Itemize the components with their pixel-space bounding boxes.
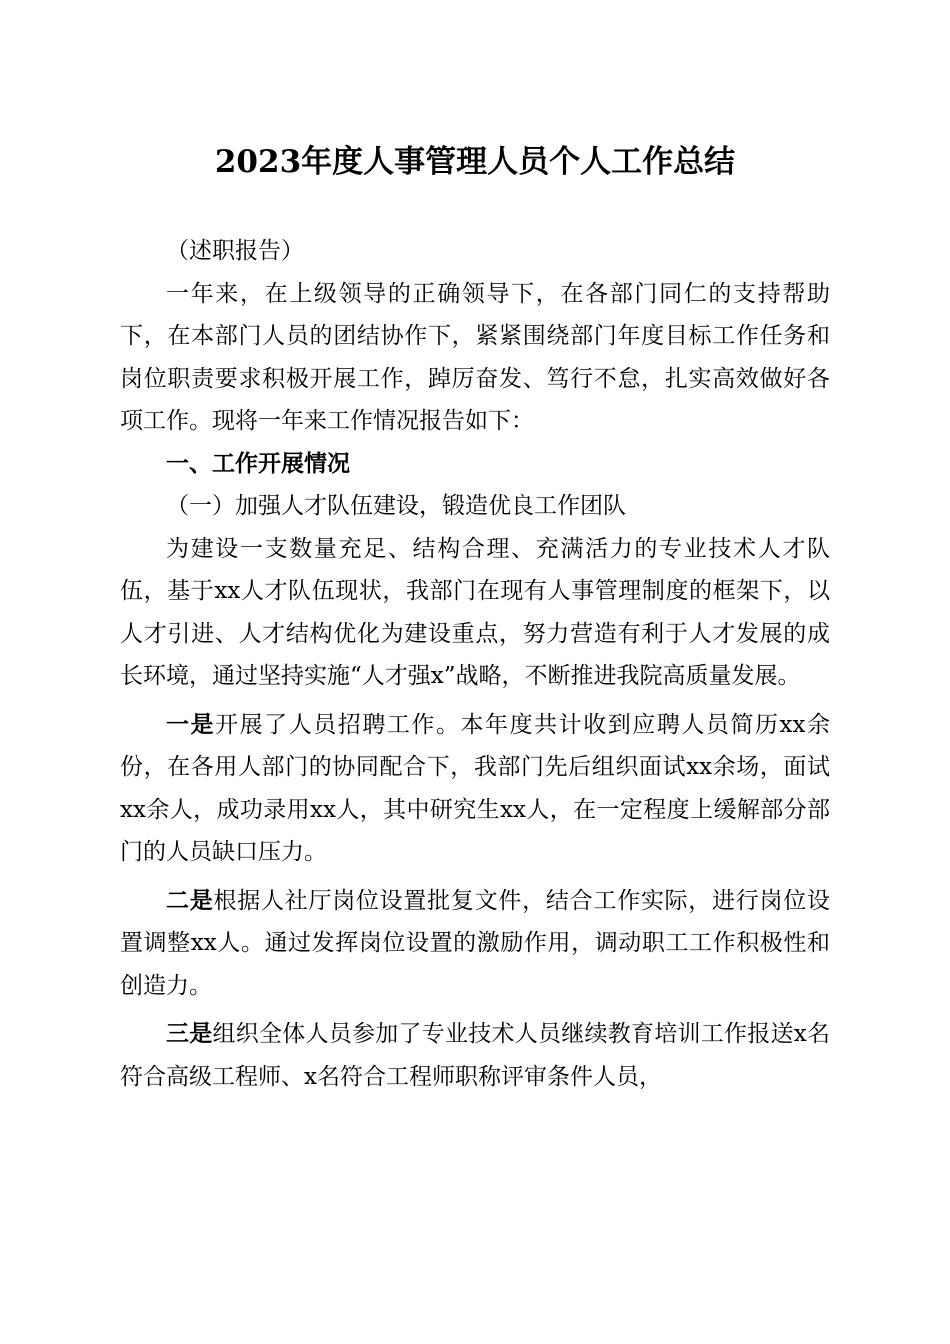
paragraph-item-1 [120, 704, 830, 874]
section-heading-1: 一、工作开展情况 [166, 450, 350, 477]
document-title: 2023年度人事管理人员个人工作总结 [214, 144, 736, 180]
item-2-text: 根据人社厅岗位设置批复文件，结合工作实际，进行岗位设置调整xx人。通过发挥岗位设置的激励作用，调动职工工作积极性和创造力。 [120, 887, 831, 999]
item-3-lead: 三是 [166, 1020, 213, 1047]
paragraph-item-2 [120, 880, 830, 1008]
item-1-lead: 一是 [166, 710, 216, 738]
subsection-heading-1: （一）加强人才队伍建设，锻造优良工作团队 [166, 493, 626, 519]
paragraph-item-3 [120, 1013, 830, 1098]
document-body [120, 230, 830, 1098]
document-subtitle: （述职报告） [166, 238, 304, 264]
intro-paragraph: 一年来，在上级领导的正确领导下，在各部门同仁的支持帮助下，在本部门人员的团结协作下，紧紧围绕部门年度目标工作任务和岗位职责要求积极开展工作，踔厉奋发、笃行不怠，扎实高效做好各项工作。现将一年来工作情况报告如下： [120, 280, 830, 434]
paragraph-talent-team: 为建设一支数量充足、结构合理、充满活力的专业技术人才队伍，基于xx人才队伍现状，我部门在现有人事管理制度的框架下，以人才引进、人才结构优化为建设重点，努力营造有利于人才发展的成长环境，通过坚持实施“人才强x”战略，不断推进我院高质量发展。 [120, 535, 830, 689]
item-1-text: 开展了人员招聘工作。本年度共计收到应聘人员简历xx余份，在各用人部门的协同配合下，我部门先后组织面试xx余场，面试xx余人，成功录用xx人，其中研究生xx人，在一定程度上缓解部分部门的人员缺口压力。 [120, 711, 831, 865]
item-3-text: 组织全体人员参加了专业技术人员继续教育培训工作报送x名符合高级工程师、x名符合工程师职称评审条件人员， [120, 1021, 831, 1090]
item-2-lead: 二是 [166, 886, 214, 914]
